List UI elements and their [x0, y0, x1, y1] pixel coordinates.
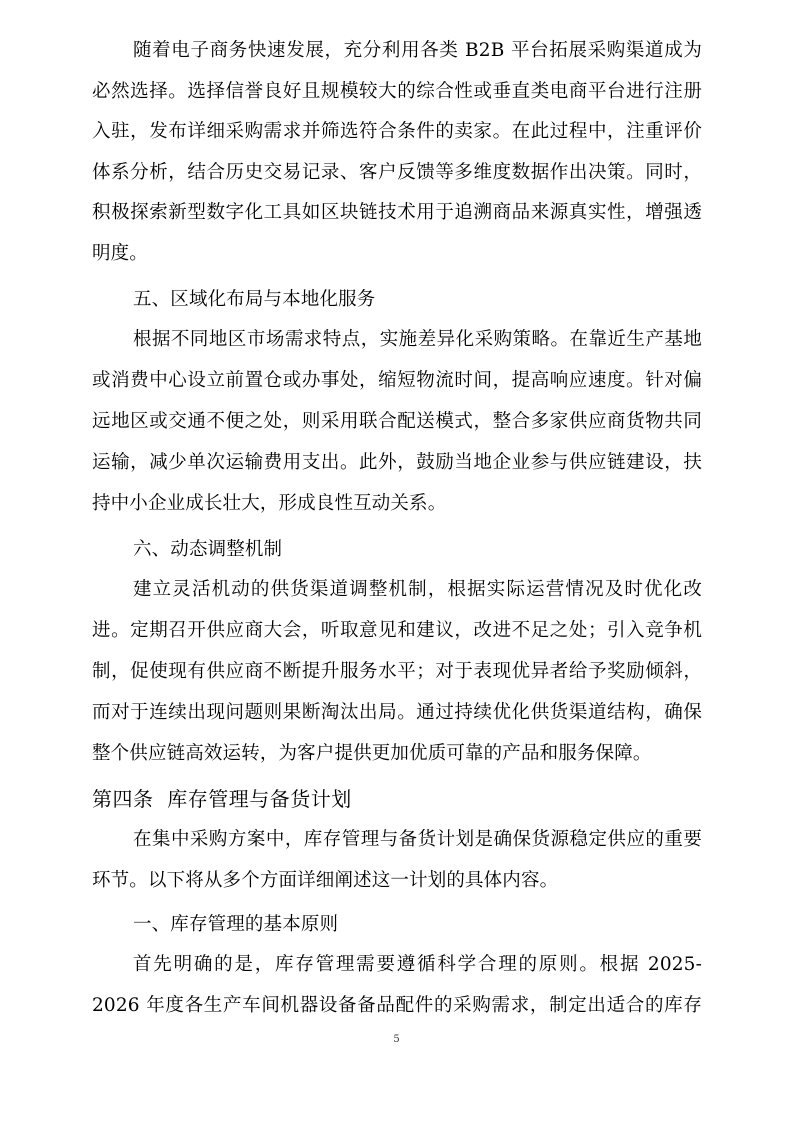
paragraph-dynamic-line-5: 整个供应链高效运转，为客户提供更加优质可靠的产品和服务保障。	[92, 743, 652, 764]
paragraph-regional-line-2: 或消费中心设立前置仓或办事处，缩短物流时间，提高响应速度。针对偏	[92, 370, 702, 391]
paragraph-inventory-line-1: 在集中采购方案中，库存管理与备货计划是确保货源稳定供应的重要	[133, 829, 702, 850]
paragraph-b2b-line-2: 必然选择。选择信誉良好且规模较大的综合性或垂直类电商平台进行注册	[92, 81, 702, 102]
paragraph-b2b-line-1: 随着电子商务快速发展，充分利用各类 B2B 平台拓展采购渠道成为	[133, 40, 702, 61]
paragraph-regional-line-1: 根据不同地区市场需求特点，实施差异化采购策略。在靠近生产基地	[133, 329, 702, 350]
paragraph-dynamic-line-4: 而对于连续出现问题则果断淘汰出局。通过持续优化供货渠道结构，确保	[92, 702, 702, 723]
section-heading-regional: 五、区域化布局与本地化服务	[133, 289, 376, 310]
paragraph-regional-line-3: 远地区或交通不便之处，则采用联合配送模式，整合多家供应商货物共同	[92, 411, 702, 432]
paragraph-inventory-line-2: 环节。以下将从多个方面详细阐述这一计划的具体内容。	[92, 870, 559, 891]
article-heading-inventory: 第四条 库存管理与备货计划	[92, 787, 352, 811]
paragraph-regional-line-4: 运输，减少单次运输费用支出。此外，鼓励当地企业参与供应链建设，扶	[92, 452, 702, 473]
paragraph-b2b-line-4: 体系分析，结合历史交易记录、客户反馈等多维度数据作出决策。同时，	[92, 162, 702, 183]
paragraph-b2b-line-5: 积极探索新型数字化工具如区块链技术用于追溯商品来源真实性，增强透	[92, 202, 702, 223]
paragraph-principles-line-2: 2026 年度各生产车间机器设备备品配件的采购需求，制定出适合的库存	[92, 995, 702, 1016]
paragraph-dynamic-line-1: 建立灵活机动的供货渠道调整机制，根据实际运营情况及时优化改	[133, 579, 702, 600]
paragraph-dynamic-line-2: 进。定期召开供应商大会，听取意见和建议，改进不足之处；引入竞争机	[92, 620, 702, 641]
section-heading-principles: 一、库存管理的基本原则	[133, 914, 339, 935]
paragraph-b2b-line-3: 入驻，发布详细采购需求并筛选符合条件的卖家。在此过程中，注重评价	[92, 121, 702, 142]
paragraph-dynamic-line-3: 制，促使现有供应商不断提升服务水平；对于表现优异者给予奖励倾斜，	[92, 661, 702, 682]
section-heading-dynamic: 六、动态调整机制	[133, 539, 283, 560]
paragraph-regional-line-5: 持中小企业成长壮大，形成良性互动关系。	[92, 493, 447, 514]
page-number: 5	[393, 1034, 400, 1045]
paragraph-b2b-line-6: 明度。	[92, 243, 148, 264]
paragraph-principles-line-1: 首先明确的是，库存管理需要遵循科学合理的原则。根据 2025-	[133, 954, 702, 975]
